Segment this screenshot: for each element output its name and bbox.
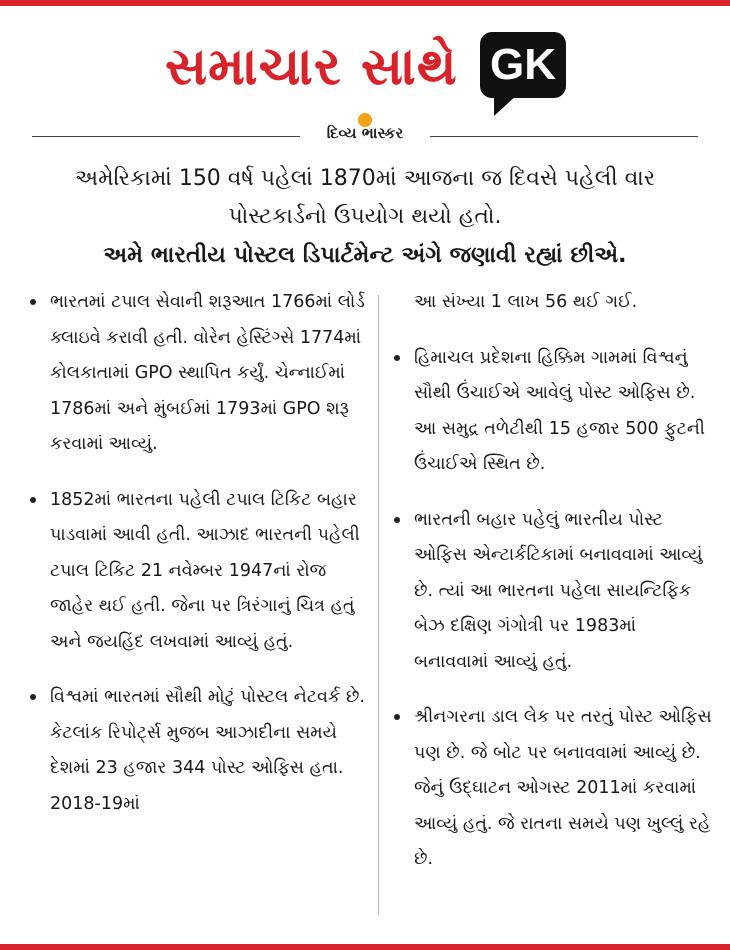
bullet-icon — [394, 355, 400, 361]
bullet-icon — [30, 694, 36, 700]
list-item — [28, 285, 368, 463]
intro-headline: અમે ભારતીય પોસ્ટલ ડિપાર્ટમેન્ટ અંગે જણાવી રહ્યાં છીએ. — [103, 242, 627, 268]
bullet-icon — [30, 299, 36, 305]
facts-columns — [0, 285, 730, 925]
fact-text: વિશ્વમાં ભારતમાં સૌથી મોટું પોસ્ટલ નેટવર્ક છે. કેટલાંક રિપોર્ટ્સ મુજબ આઝાદીના સમયે દેશમાં 23 હજાર 344 પોસ્ટ ઓફિસ હતા. 2018-19માં — [50, 687, 365, 814]
column-divider — [378, 295, 379, 915]
bottom-red-bar — [0, 944, 730, 950]
right-column — [392, 285, 712, 898]
top-red-bar — [0, 0, 730, 6]
publisher-logo-row — [0, 112, 730, 152]
fact-text: ભારતની બહાર પહેલું ભારતીય પોસ્ટ ઓફિસ એન્ટાર્કટિકામાં બનાવવામાં આવ્યું છે. ત્યાં આ ભારતના પહેલા સાયન્ટિફિક બેઝ દક્ષિણ ગંગોત્રી પર 1983માં બનાવવામાં આવ્યું હતું. — [414, 509, 703, 672]
intro — [20, 160, 710, 274]
intro-line-2: પોસ્ટકાર્ડનો ઉપયોગ થયો હતો. — [228, 204, 502, 229]
intro-line-1: અમેરિકામાં 150 વર્ષ પહેલાં 1870માં આજના જ દિવસે પહેલી વાર — [74, 166, 656, 191]
bullet-icon — [394, 714, 400, 720]
page-title: સમાચાર સાથે — [165, 37, 458, 97]
divider-right — [430, 136, 698, 137]
fact-text: હિમાચલ પ્રદેશના હિક્કિમ ગામમાં વિશ્વનું સૌથી ઉંચાઈએ આવેલું પોસ્ટ ઓફિસ છે. આ સમુદ્ર તળેટીથી 15 હજાર 500 ફુટની ઉંચાઈએ સ્થિત છે. — [414, 347, 705, 474]
bullet-icon — [30, 497, 36, 503]
fact-text: આ સંખ્યા 1 લાખ 56 થઈ ગઈ. — [414, 292, 638, 312]
list-item — [392, 700, 712, 878]
divider-left — [32, 136, 300, 137]
fact-text: ભારતમાં ટપાલ સેવાની શરૂઆત 1766માં લોર્ડ ક્લાઇવે કરાવી હતી. વોરેન હેસ્ટિંગ્સે 1774માં કોલકાતામાં GPO સ્થાપિત કર્યું. ચેન્નાઈમાં 1786માં અને મુંબઈમાં 1793માં GPO શરૂ કરવામાં આવ્યું. — [50, 292, 365, 454]
list-item — [28, 483, 368, 661]
gk-badge — [480, 32, 566, 98]
left-column — [28, 285, 368, 842]
list-item — [392, 503, 712, 681]
list-item-continuation — [392, 285, 712, 321]
publisher-logo: દિવ્ય ભાસ્કર — [326, 124, 404, 142]
fact-text: શ્રીનગરના ડાલ લેક પર તરતું પોસ્ટ ઓફિસ પણ છે. જે બોટ પર બનાવવામાં આવ્યું છે. જેનું ઉદ્ઘાટન ઓગસ્ટ 2011માં કરવામાં આવ્યું હતું. જે રાતના સમયે પણ ખુલ્લું રહે છે. — [414, 707, 712, 869]
list-item — [392, 341, 712, 483]
gk-badge-text: GK — [490, 40, 556, 89]
bullet-icon — [394, 517, 400, 523]
list-item — [28, 680, 368, 822]
header — [0, 26, 730, 116]
fact-text: 1852માં ભારતના પહેલી ટપાલ ટિકિટ બહાર પાડવામાં આવી હતી. આઝાદ ભારતની પહેલી ટપાલ ટિકિટ 21 નવેમ્બર 1947નાં રોજ જાહેર થઈ હતી. જેના પર ત્રિરંગાનું ચિત્ર હતું અને જયહિંદ લખવામાં આવ્યું હતું. — [50, 489, 360, 652]
